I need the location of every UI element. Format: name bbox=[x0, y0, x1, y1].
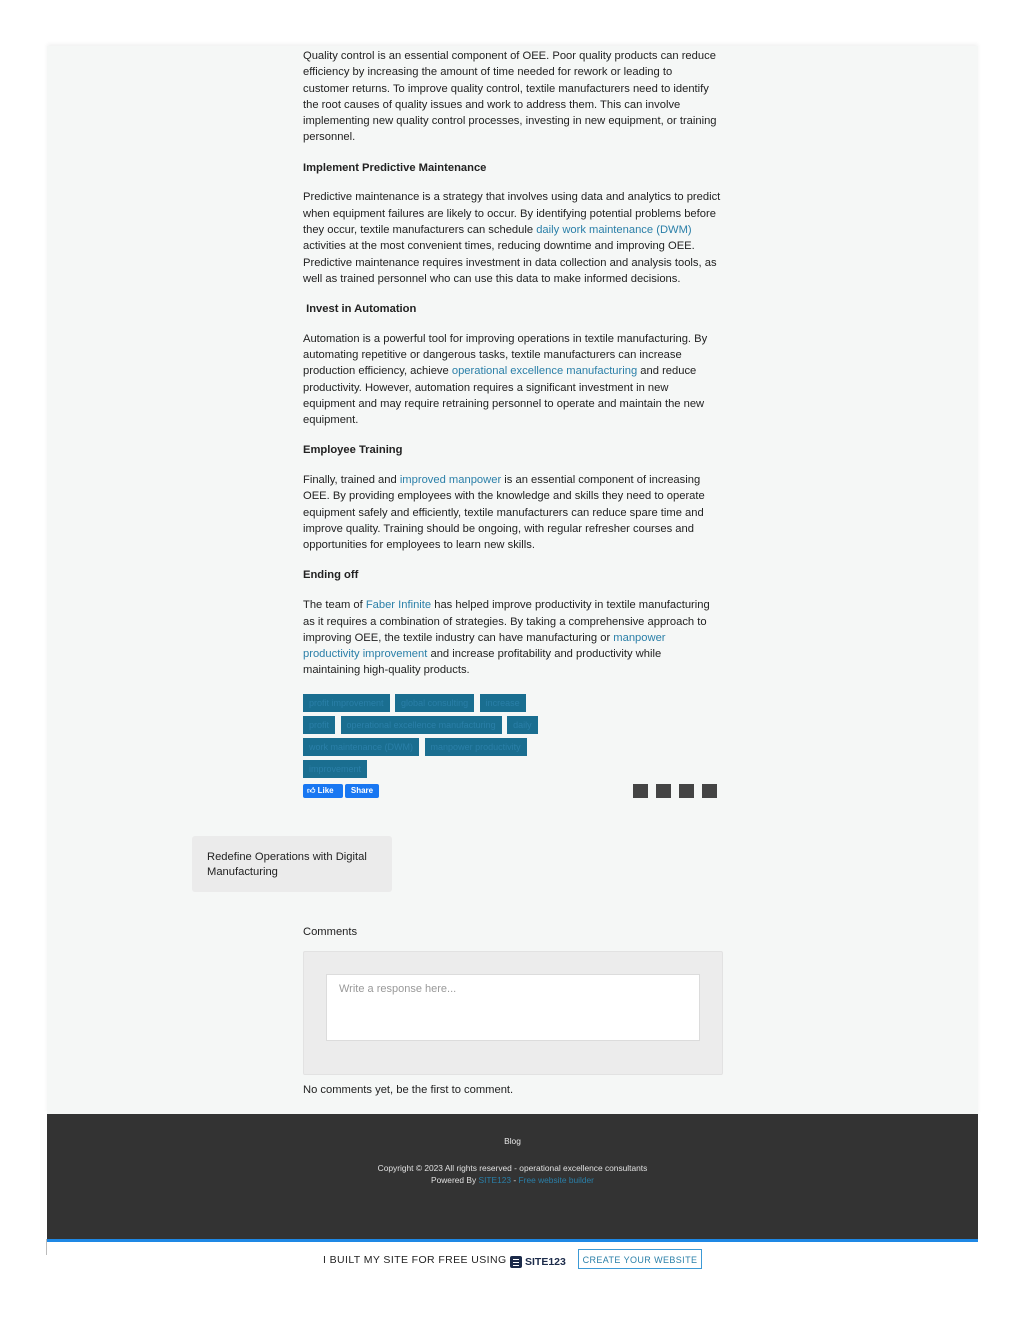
share-icon[interactable] bbox=[656, 784, 671, 798]
tag-manpower-productivity-improvement[interactable]: manpower productivity improvement bbox=[303, 738, 527, 778]
facebook-like-button[interactable] bbox=[303, 784, 343, 798]
share-icon[interactable] bbox=[702, 784, 717, 798]
heading-invest-automation: Invest in Automation bbox=[303, 302, 417, 315]
share-icon[interactable] bbox=[633, 784, 648, 798]
link-daily-work-maintenance[interactable]: daily work maintenance (DWM) bbox=[536, 223, 692, 236]
paragraph-automation bbox=[303, 331, 721, 429]
no-comments-message: No comments yet, be the first to comment. bbox=[303, 1084, 514, 1096]
share-icon[interactable] bbox=[679, 784, 694, 798]
link-operational-excellence[interactable]: operational excellence manufacturing bbox=[451, 365, 638, 378]
comment-input[interactable] bbox=[326, 974, 700, 1041]
powered-by-line bbox=[47, 1174, 978, 1186]
promo-divider bbox=[47, 1239, 978, 1242]
tag-increase-profit[interactable]: increase profit bbox=[303, 694, 526, 734]
comments-title: Comments bbox=[303, 926, 358, 938]
like-label: Like bbox=[317, 786, 334, 796]
article-body bbox=[303, 48, 721, 800]
site123-link[interactable]: SITE123 bbox=[478, 1175, 512, 1185]
thumbs-up-icon: 👍︎ bbox=[307, 786, 316, 796]
tag-daily-work-maintenance[interactable]: daily work maintenance (DWM) bbox=[303, 716, 538, 756]
site123-logo-text: SITE123 bbox=[525, 1255, 566, 1268]
text-segment: activities at the most convenient times, reducing downtime and improving OEE. Predictive maintenance requires investment in data collection and analysis tools, as well as trained personnel who can use this data to make informed decisions. bbox=[303, 240, 717, 285]
text-segment: has helped improve productivity in textile manufacturing as it requires a combination of strategies. By taking a comprehensive approach to improving OEE, the textile industry can have manufacturing or bbox=[303, 599, 710, 644]
tag-profit-improvement[interactable]: profit improvement bbox=[303, 694, 390, 712]
promo-text: I BUILT MY SITE FOR FREE USING bbox=[323, 1254, 507, 1266]
text-segment: The team of bbox=[303, 599, 366, 612]
paragraph-quality: Quality control is an essential component of OEE. Poor quality products can reduce efficiency by increasing the amount of time needed for rework or leading to customer returns. To improve quality control, textile manufacturers need to identify the root causes of quality issues and work to address them. This can involve implementing new quality control processes, investing in new equipment, or training personnel. bbox=[303, 50, 717, 144]
text-segment: and increase profitability and productivity while maintaining high-quality products. bbox=[303, 648, 662, 677]
separator: - bbox=[511, 1175, 519, 1185]
text-segment: Automation is a powerful tool for improving operations in textile manufacturing. By automating repetitive or dangerous tasks, textile manufacturers can increase production efficiency, achieve bbox=[303, 332, 708, 378]
link-manpower-productivity[interactable]: manpower productivity improvement bbox=[303, 631, 666, 661]
share-icons bbox=[625, 784, 717, 803]
footer-blog-link[interactable]: Blog bbox=[504, 1136, 521, 1146]
heading-employee-training: Employee Training bbox=[303, 444, 403, 457]
text-segment: is an essential component of increasing OEE. By providing employees with the knowledge and skills they need to operate equipment safely and efficiently, textile manufacturers can reduce spare time and improve quality. Training should be ongoing, with regular refresher courses and opportunities for employees to learn new skills. bbox=[303, 474, 705, 552]
text-segment: Predictive maintenance is a strategy that involves using data and analytics to predict when equipment failures are likely to occur. By identifying potential problems before they occur, textile manufacturers can schedule bbox=[303, 191, 721, 236]
footer bbox=[47, 1114, 978, 1239]
comment-box bbox=[303, 951, 723, 1075]
heading-ending-off: Ending off bbox=[303, 569, 359, 582]
facebook-share-button[interactable]: Share bbox=[345, 784, 379, 798]
paragraph-ending bbox=[303, 597, 721, 678]
next-post-title: Redefine Operations with Digital Manufacturing bbox=[207, 851, 367, 878]
copyright-text: Copyright © 2023 All rights reserved - operational excellence consultants bbox=[377, 1163, 648, 1173]
free-builder-link[interactable]: Free website builder bbox=[518, 1175, 594, 1185]
text-segment: and reduce productivity. However, automation requires a significant investment in new equipment and may require retraining personnel to operate and maintain the new equipment. bbox=[303, 365, 705, 427]
footer-copyright bbox=[47, 1162, 978, 1186]
powered-by-label: Powered By bbox=[431, 1175, 479, 1185]
tag-list bbox=[303, 692, 543, 780]
link-faber-infinite[interactable]: Faber Infinite bbox=[365, 599, 432, 612]
tag-global-consulting[interactable]: global consulting bbox=[395, 694, 474, 712]
site123-logo-icon bbox=[510, 1256, 522, 1268]
tag-operational-excellence-manufacturing[interactable]: operational excellence manufacturing bbox=[341, 716, 502, 734]
create-website-button[interactable]: CREATE YOUR WEBSITE bbox=[578, 1249, 702, 1269]
heading-predictive-maintenance: Implement Predictive Maintenance bbox=[303, 161, 487, 174]
paragraph-predictive bbox=[303, 189, 721, 287]
link-improved-manpower[interactable]: improved manpower bbox=[399, 474, 502, 487]
edge-line bbox=[46, 1239, 47, 1255]
paragraph-training bbox=[303, 472, 721, 553]
social-row bbox=[303, 784, 721, 800]
site123-logo bbox=[510, 1253, 566, 1267]
text-segment: Finally, trained and bbox=[303, 474, 400, 487]
next-post-card[interactable] bbox=[192, 836, 392, 892]
